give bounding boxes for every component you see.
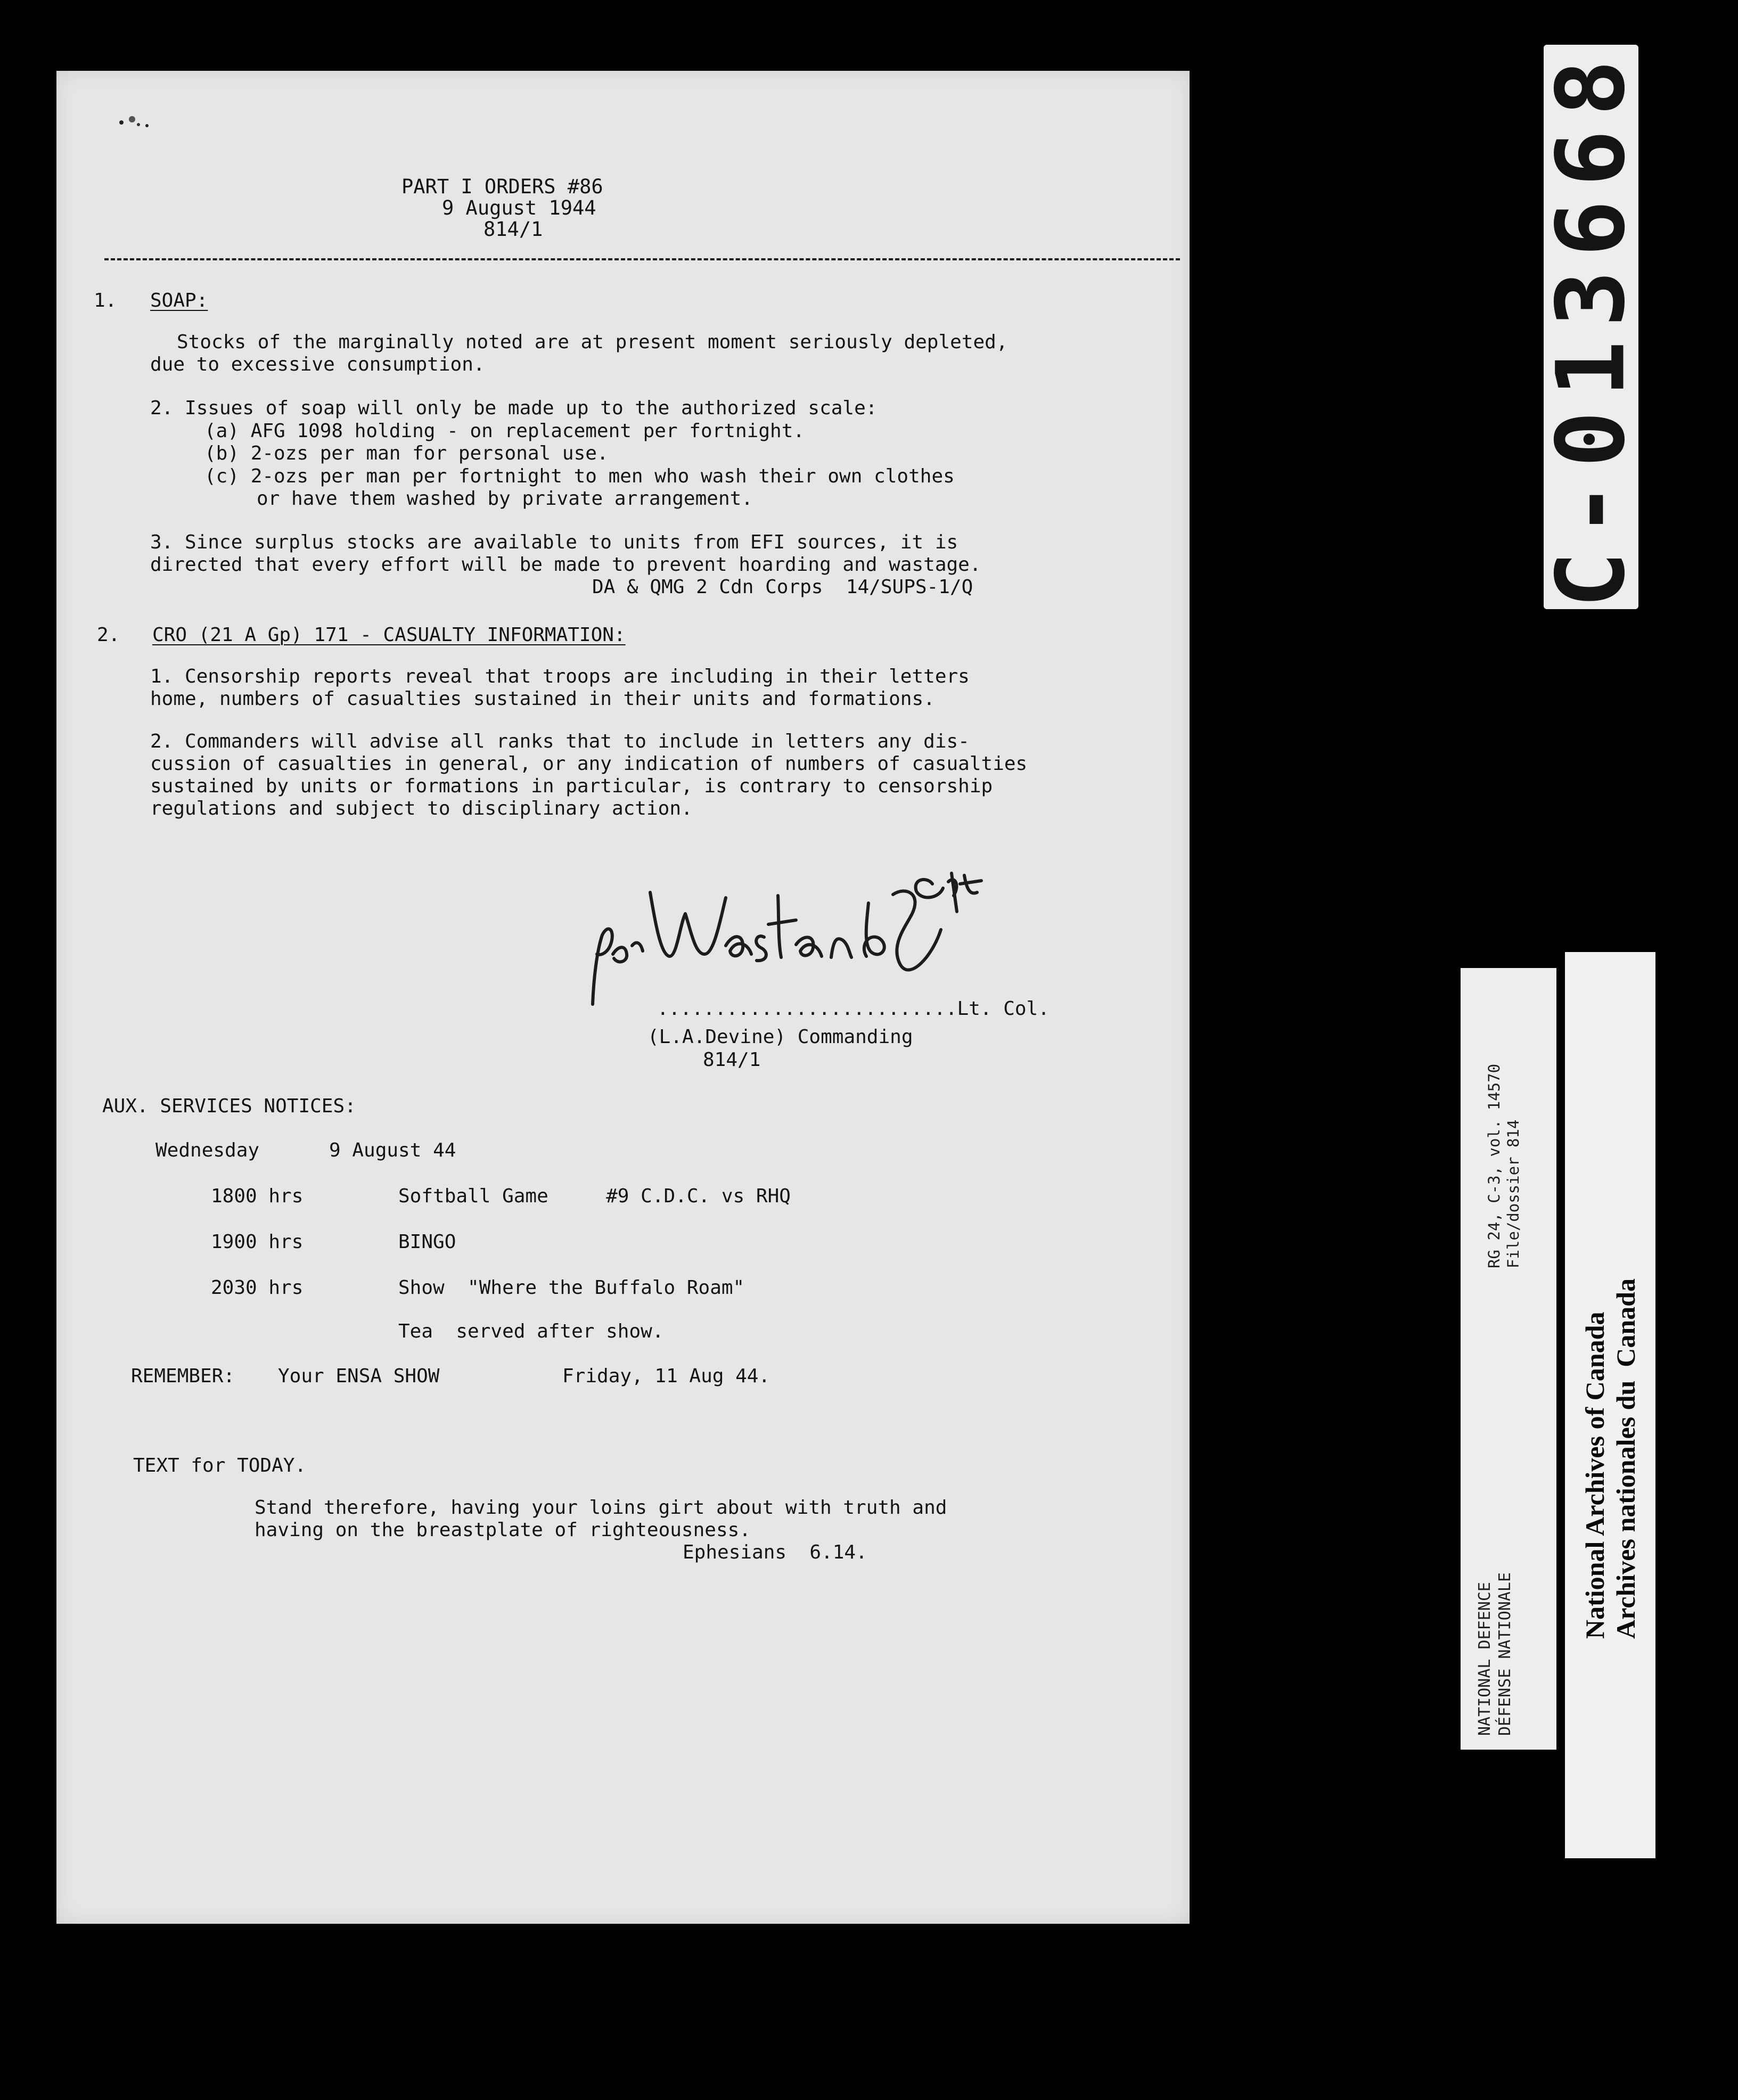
reminder-text: Your ENSA SHOW xyxy=(278,1365,440,1387)
item2-para2-line: sustained by units or formations in particular, is contrary to censorship xyxy=(150,775,993,797)
signature-dotted-line: ..........................Lt. Col. xyxy=(657,998,1050,1020)
reel-number-strip xyxy=(1536,45,1646,609)
signature-file: 814/1 xyxy=(703,1049,761,1071)
item1-para2-line: (c) 2-ozs per man per fortnight to men who wash their own clothes xyxy=(204,465,955,487)
item1-para2-line: (a) AFG 1098 holding - on replacement per fortnight. xyxy=(204,420,805,442)
header-divider xyxy=(104,258,1180,260)
item1-para3-line: 3. Since surplus stocks are available to units from EFI sources, it is xyxy=(150,531,958,553)
item1-heading: SOAP: xyxy=(150,290,208,311)
handwritten-signature xyxy=(581,860,1087,1015)
national-defence-card xyxy=(1461,968,1556,1750)
item2-para2-line: regulations and subject to disciplinary action. xyxy=(150,798,693,819)
item1-line: due to excessive consumption. xyxy=(150,354,485,375)
reminder-label: REMEMBER: xyxy=(131,1365,235,1387)
event-name: BINGO xyxy=(398,1231,456,1253)
nd-ref-line1: RG 24, C-3, vol. 14570 xyxy=(1485,1063,1503,1268)
orders-file: 814/1 xyxy=(483,218,543,241)
item2-para1-line: home, numbers of casualties sustained in their units and formations. xyxy=(150,688,935,710)
item2-number: 2. xyxy=(97,624,120,646)
item2-para2-line: 2. Commanders will advise all ranks that to include in letters any dis- xyxy=(150,731,970,752)
item1-para3-line: directed that every effort will be made to prevent hoarding and wastage. xyxy=(150,554,981,576)
nd-ref-line2: File/dossier 814 xyxy=(1504,1119,1522,1268)
item2-para2-line: cussion of casualties in general, or any indication of numbers of casualties xyxy=(150,753,1028,775)
nd-dept-line2: DÉFENSE NATIONALE xyxy=(1496,1572,1514,1736)
event-time: 1900 hrs xyxy=(211,1231,304,1253)
nac-line2: Archives nationales du Canada xyxy=(1611,1278,1641,1639)
nd-dept-line1: NATIONAL DEFENCE xyxy=(1475,1582,1494,1736)
scripture-line: Stand therefore, having your loins girt about with truth and xyxy=(255,1497,947,1519)
event-name: Show "Where the Buffalo Roam" xyxy=(398,1277,745,1299)
event-time: 1800 hrs xyxy=(211,1185,304,1207)
event-name: Softball Game #9 C.D.C. vs RHQ xyxy=(398,1185,791,1207)
aux-date: 9 August 44 xyxy=(329,1139,456,1161)
item1-para2-line: or have them washed by private arrangement. xyxy=(257,488,753,510)
item2-para1-line: 1. Censorship reports reveal that troops are including in their letters xyxy=(150,666,970,687)
text-for-today-heading: TEXT for TODAY. xyxy=(133,1455,307,1476)
event-time: 2030 hrs xyxy=(211,1277,304,1299)
signature-name: (L.A.Devine) Commanding xyxy=(647,1026,913,1048)
paper-speck xyxy=(114,110,151,134)
scripture-citation: Ephesians 6.14. xyxy=(683,1541,867,1563)
nac-line1: National Archives of Canada xyxy=(1580,1311,1610,1639)
aux-day: Wednesday xyxy=(155,1139,260,1161)
item1-number: 1. xyxy=(94,290,117,311)
item2-heading: CRO (21 A Gp) 171 - CASUALTY INFORMATION: xyxy=(152,624,626,646)
aux-services-heading: AUX. SERVICES NOTICES: xyxy=(102,1095,356,1117)
orders-date: 9 August 1944 xyxy=(442,196,596,219)
item1-line: Stocks of the marginally noted are at present moment seriously depleted, xyxy=(177,331,1008,353)
reminder-date: Friday, 11 Aug 44. xyxy=(562,1365,770,1387)
national-archives-card xyxy=(1565,952,1655,1858)
item1-para2-line: (b) 2-ozs per man for personal use. xyxy=(204,442,609,464)
scripture-line: having on the breastplate of righteousness. xyxy=(255,1519,751,1541)
reel-number: C-013668 xyxy=(1536,46,1646,608)
event-note: Tea served after show. xyxy=(398,1320,664,1342)
orders-title: PART I ORDERS #86 xyxy=(401,175,603,198)
document-page xyxy=(56,71,1190,1924)
item1-para2-line: 2. Issues of soap will only be made up to the authorized scale: xyxy=(150,397,878,419)
item1-reference: DA & QMG 2 Cdn Corps 14/SUPS-1/Q xyxy=(592,576,973,598)
